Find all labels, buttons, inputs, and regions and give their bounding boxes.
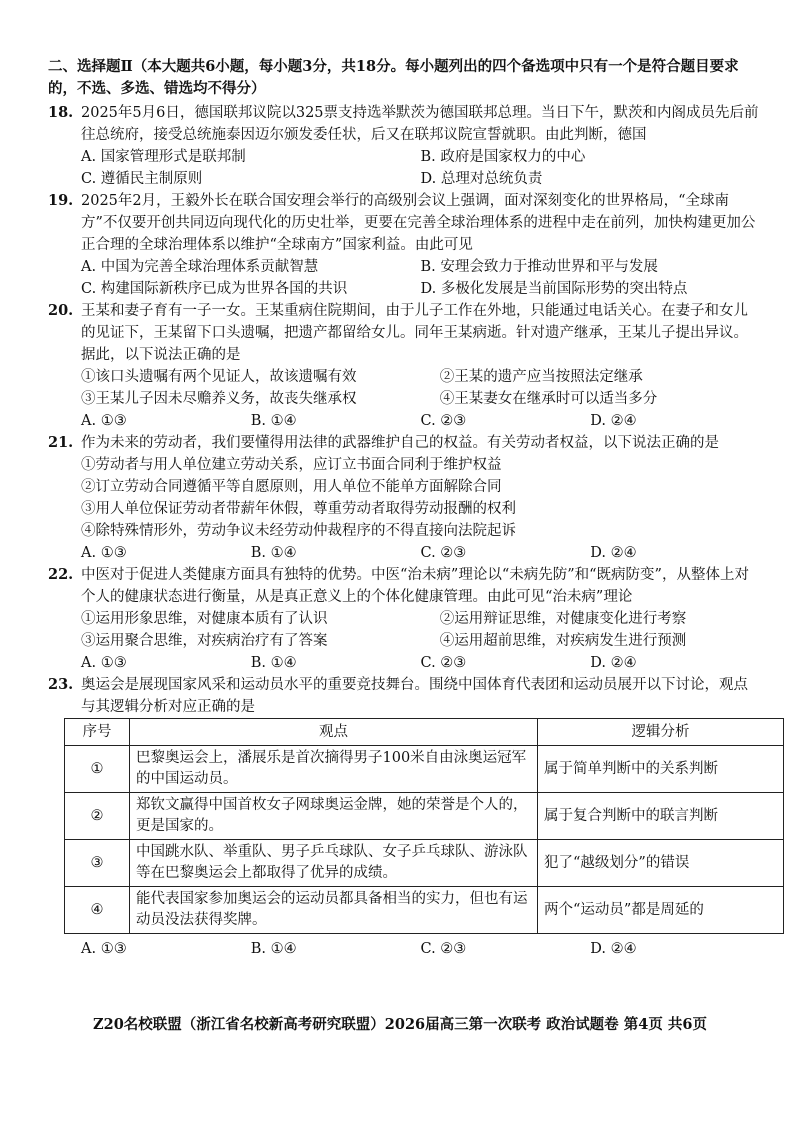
section-title: 二、选择题Ⅱ（本大题共6小题，每小题3分，共18分。每小题列出的四个备选项中只有一个是符合题目要求的，不选、多选、错选均不得分） <box>48 58 739 97</box>
table-cell: 中国跳水队、举重队、男子乒乓球队、女子乒乓球队、游泳队等在巴黎奥运会上都取得了优异的成绩。 <box>130 840 538 887</box>
option-d[interactable]: D. ②④ <box>590 413 637 429</box>
table-cell: ② <box>65 793 130 840</box>
answer-options <box>48 542 760 564</box>
statement-4: ④除特殊情形外，劳动争议未经劳动仲裁程序的不得直接向法院起诉 <box>81 523 516 539</box>
question-stem: 奥运会是展现国家风采和运动员水平的重要竞技舞台。围绕中国体育代表团和运动员展开以下讨论，观点与其逻辑分析对应正确的是 <box>81 677 748 715</box>
option-a[interactable]: A. 中国为完善全球治理体系贡献智慧 <box>81 259 319 275</box>
statement-1: ①劳动者与用人单位建立劳动关系，应订立书面合同利于维护权益 <box>81 457 502 473</box>
table-row <box>65 746 784 793</box>
question-19 <box>48 190 760 300</box>
question-21 <box>48 432 760 564</box>
statement-3: ③运用聚合思维，对疾病治疗有了答案 <box>81 633 328 649</box>
option-d[interactable]: D. 总理对总统负责 <box>420 171 543 187</box>
option-a[interactable]: A. ①③ <box>81 413 127 429</box>
question-20 <box>48 300 760 432</box>
option-d[interactable]: D. ②④ <box>590 941 637 957</box>
statement-list <box>48 608 760 652</box>
table-cell: 郑钦文赢得中国首枚女子网球奥运金牌，她的荣誉是个人的，更是国家的。 <box>130 793 538 840</box>
table-cell: 犯了“越级划分”的错误 <box>538 840 784 887</box>
statement-4: ④运用超前思维，对疾病发生进行预测 <box>439 633 687 649</box>
table-cell: 属于简单判断中的关系判断 <box>538 746 784 793</box>
statement-list <box>48 366 760 410</box>
option-d[interactable]: D. ②④ <box>590 655 637 671</box>
table-cell: 能代表国家参加奥运会的运动员都具备相当的实力，但也有运动员没法获得奖牌。 <box>130 887 538 934</box>
answer-options <box>48 256 760 300</box>
table-cell: ③ <box>65 840 130 887</box>
option-d[interactable]: D. 多极化发展是当前国际形势的突出特点 <box>420 281 688 297</box>
statement-2: ②订立劳动合同遵循平等自愿原则，用人单位不能单方面解除合同 <box>81 479 502 495</box>
column-header: 逻辑分析 <box>538 719 784 746</box>
statement-3: ③王某儿子因未尽赡养义务，故丧失继承权 <box>81 391 357 407</box>
question-number: 20. <box>48 302 74 319</box>
option-a[interactable]: A. ①③ <box>81 545 127 561</box>
option-a[interactable]: A. 国家管理形式是联邦制 <box>81 149 246 165</box>
question-18 <box>48 102 760 190</box>
question-number: 21. <box>48 434 74 451</box>
answer-options <box>48 652 760 674</box>
option-c[interactable]: C. ②③ <box>420 655 467 671</box>
table-cell: 两个“运动员”都是周延的 <box>538 887 784 934</box>
statement-4: ④王某妻女在继承时可以适当多分 <box>439 391 658 407</box>
page-footer: Z20名校联盟（浙江省名校新高考研究联盟）2026届高三第一次联考 政治试题卷 第4页 共6页 <box>93 1016 707 1033</box>
option-b[interactable]: B. ①④ <box>250 655 297 671</box>
question-stem: 2025年5月6日，德国联邦议院以325票支持选举默茨为德国联邦总理。当日下午，默茨和内阁成员先后前往总统府，接受总统施泰因迈尔颁发委任状，后又在联邦议院宣誓就职。由此判断，德国 <box>81 105 759 143</box>
table-cell: 属于复合判断中的联言判断 <box>538 793 784 840</box>
question-stem: 2025年2月，王毅外长在联合国安理会举行的高级别会议上强调，面对深刻变化的世界格局，“全球南方”不仅要开创共同迈向现代化的历史壮举，更要在完善全球治理体系的进程中走在前列，加快构建更加公正合理的全球治理体系以维护“全球南方”国家利益。由此可见 <box>81 193 756 253</box>
option-b[interactable]: B. 安理会致力于推动世界和平与发展 <box>420 259 658 275</box>
question-23 <box>48 674 760 960</box>
option-b[interactable]: B. ①④ <box>250 545 297 561</box>
question-stem: 中医对于促进人类健康方面具有独特的优势。中医“治未病”理论以“未病先防”和“既病防变”，从整体上对个人的健康状态进行衡量，从是真正意义上的个体化健康管理。由此可见“治未病”理论 <box>81 567 749 605</box>
question-stem: 王某和妻子育有一子一女。王某重病住院期间，由于儿子工作在外地，只能通过电话关心。在妻子和女儿的见证下，王某留下口头遗嘱，把遗产都留给女儿。同年王某病逝。针对遗产继承，王某儿子提出异议。据此，以下说法正确的是 <box>81 303 748 363</box>
table-header-row <box>65 719 784 746</box>
option-b[interactable]: B. 政府是国家权力的中心 <box>420 149 586 165</box>
statement-1: ①运用形象思维，对健康本质有了认识 <box>81 611 328 627</box>
question-number: 18. <box>48 104 74 121</box>
answer-options <box>48 938 760 960</box>
question-stem: 作为未来的劳动者，我们要懂得用法律的武器维护自己的权益。有关劳动者权益，以下说法正确的是 <box>81 435 719 451</box>
option-d[interactable]: D. ②④ <box>590 545 637 561</box>
statement-1: ①该口头遗嘱有两个见证人，故该遗嘱有效 <box>81 369 357 385</box>
statement-2: ②王某的遗产应当按照法定继承 <box>439 369 643 385</box>
column-header: 序号 <box>65 719 130 746</box>
option-c[interactable]: C. ②③ <box>420 941 467 957</box>
table-cell: ① <box>65 746 130 793</box>
answer-options <box>48 146 760 190</box>
question-number: 23. <box>48 676 74 693</box>
option-c[interactable]: C. 构建国际新秩序已成为世界各国的共识 <box>81 281 348 297</box>
table-row <box>65 793 784 840</box>
question-number: 22. <box>48 566 74 583</box>
statement-3: ③用人单位保证劳动者带薪年休假，尊重劳动者取得劳动报酬的权利 <box>81 501 516 517</box>
option-b[interactable]: B. ①④ <box>250 941 297 957</box>
option-c[interactable]: C. 遵循民主制原则 <box>81 171 203 187</box>
table-cell: 巴黎奥运会上，潘展乐是首次摘得男子100米自由泳奥运冠军的中国运动员。 <box>130 746 538 793</box>
table-row <box>65 840 784 887</box>
option-c[interactable]: C. ②③ <box>420 545 467 561</box>
option-a[interactable]: A. ①③ <box>81 941 127 957</box>
logic-analysis-table <box>64 718 784 934</box>
option-c[interactable]: C. ②③ <box>420 413 467 429</box>
statement-2: ②运用辩证思维，对健康变化进行考察 <box>439 611 687 627</box>
question-number: 19. <box>48 192 74 209</box>
option-b[interactable]: B. ①④ <box>250 413 297 429</box>
table-row <box>65 887 784 934</box>
table-cell: ④ <box>65 887 130 934</box>
option-a[interactable]: A. ①③ <box>81 655 127 671</box>
question-22 <box>48 564 760 674</box>
answer-options <box>48 410 760 432</box>
column-header: 观点 <box>130 719 538 746</box>
